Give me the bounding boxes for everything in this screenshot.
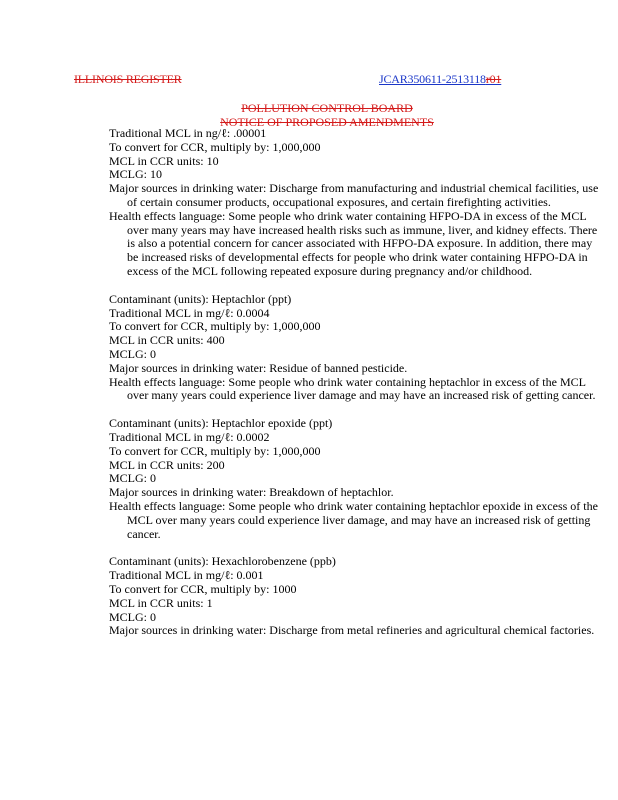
- text-line: To convert for CCR, multiply by: 1,000,000: [109, 319, 321, 334]
- health-effects: Health effects language: Some people who drink water containing heptachlor epoxide in excess of the MCL over many years could experience liver damage, and may have an increased risk of getting cancer.: [109, 498, 598, 541]
- text-line: To convert for CCR, multiply by: 1000: [109, 581, 297, 596]
- major-sources: Major sources in drinking water: Breakdown of heptachlor.: [109, 485, 394, 500]
- text-line: MCL in CCR units: 10: [109, 153, 219, 168]
- text-line: To convert for CCR, multiply by: 1,000,000: [109, 139, 321, 154]
- text-line: Traditional MCL in mg/ℓ: 0.001: [109, 568, 264, 583]
- text-line: To convert for CCR, multiply by: 1,000,000: [109, 443, 321, 458]
- document-reference-link[interactable]: [379, 72, 501, 87]
- text-line: MCLG: 10: [109, 167, 163, 182]
- text-line: MCLG: 0: [109, 609, 157, 624]
- text-line: MCL in CCR units: 200: [109, 457, 225, 472]
- agency-title: POLLUTION CONTROL BOARD: [241, 101, 413, 115]
- register-title: ILLINOIS REGISTER: [74, 72, 182, 86]
- text-line: Traditional MCL in ng/ℓ: .00001: [109, 126, 267, 140]
- document-body: [109, 127, 601, 638]
- health-effects: Health effects language: Some people who drink water containing HFPO-DA in excess of the MCL over many years may have increased health risks such as immune, liver, and kidney effects. There is also a potential concern for cancer associated with HFPO-DA exposure. In addition, there may be increased risks of developmental effects for people who drink water containing HFPO-DA in excess of the MCL following repeated exposure during pregnancy and/or childhood.: [109, 208, 598, 278]
- text-line: MCLG: 0: [109, 346, 157, 361]
- text-line: Traditional MCL in mg/ℓ: 0.0004: [109, 305, 270, 320]
- contaminant-heading: Contaminant (units): Heptachlor (ppt): [109, 291, 292, 306]
- contaminant-heading: Contaminant (units): Heptachlor epoxide (ppt): [109, 416, 333, 431]
- major-sources: Major sources in drinking water: Discharge from manufacturing and industrial chemical facilities, use of certain consumer products, occupational exposures, and certain firefighting activities.: [109, 181, 599, 209]
- notice-title: NOTICE OF PROPOSED AMENDMENTS: [220, 115, 434, 129]
- text-line: Traditional MCL in mg/ℓ: 0.0002: [109, 429, 270, 444]
- reference-number: JCAR350611-2513118: [379, 72, 486, 86]
- text-line: MCLG: 0: [109, 471, 157, 486]
- health-effects: Health effects language: Some people who drink water containing heptachlor in excess of the MCL over many years could experience liver damage and may have an increased risk of getting cancer.: [109, 374, 596, 403]
- text-line: MCL in CCR units: 400: [109, 333, 225, 348]
- text-line: MCL in CCR units: 1: [109, 595, 213, 610]
- major-sources: Major sources in drinking water: Discharge from metal refineries and agricultural chemical factories.: [109, 623, 595, 638]
- reference-revision: r01: [485, 72, 502, 86]
- contaminant-heading: Contaminant (units): Hexachlorobenzene (ppb): [109, 554, 336, 569]
- major-sources: Major sources in drinking water: Residue of banned pesticide.: [109, 360, 408, 375]
